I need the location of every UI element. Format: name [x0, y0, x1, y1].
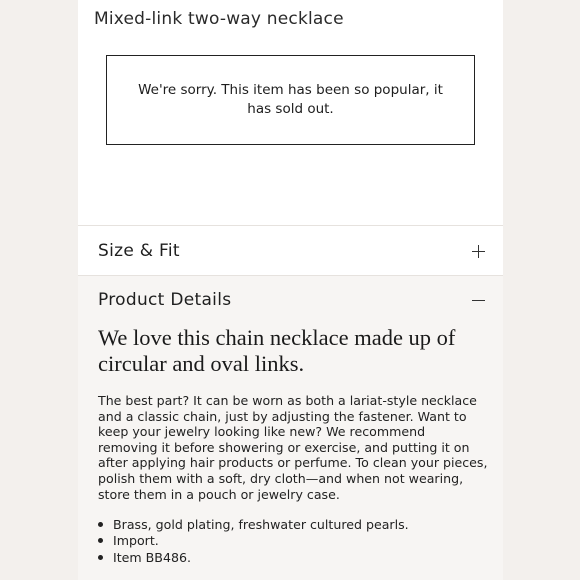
product-details-accordion[interactable] — [78, 276, 503, 324]
list-item: Brass, gold plating, freshwater cultured pearls. — [98, 517, 478, 533]
page-margin-left — [0, 0, 78, 580]
details-body: The best part? It can be worn as both a lariat-style necklace and a classic chain, just by adjusting the fastener. Want to keep your jewelry looking like new? We recommend removing it before showering or exercise, and putting it on after applying hair products or perfume. To clean your pieces, polish them with a soft, dry cloth—and when not wearing, store them in a pouch or jewelry case. — [98, 393, 488, 502]
details-bullet-list — [98, 517, 478, 566]
minus-icon[interactable] — [472, 294, 485, 307]
bullet-icon — [98, 538, 103, 543]
product-title: Mixed-link two-way necklace — [94, 9, 344, 29]
bullet-icon — [98, 522, 103, 527]
product-panel — [78, 0, 503, 580]
product-details-label: Product Details — [98, 290, 232, 310]
size-fit-label: Size & Fit — [98, 241, 180, 261]
plus-icon[interactable] — [472, 245, 485, 258]
list-item: Item BB486. — [98, 550, 478, 566]
details-headline: We love this chain necklace made up of circular and oval links. — [98, 325, 456, 376]
bullet-icon — [98, 555, 103, 560]
page-margin-right — [503, 0, 580, 580]
sold-out-message: We're sorry. This item has been so popular, it has sold out. — [138, 82, 443, 117]
list-item: Import. — [98, 533, 478, 549]
size-fit-accordion[interactable] — [78, 227, 503, 275]
divider — [78, 225, 503, 226]
sold-out-notice — [106, 55, 475, 145]
